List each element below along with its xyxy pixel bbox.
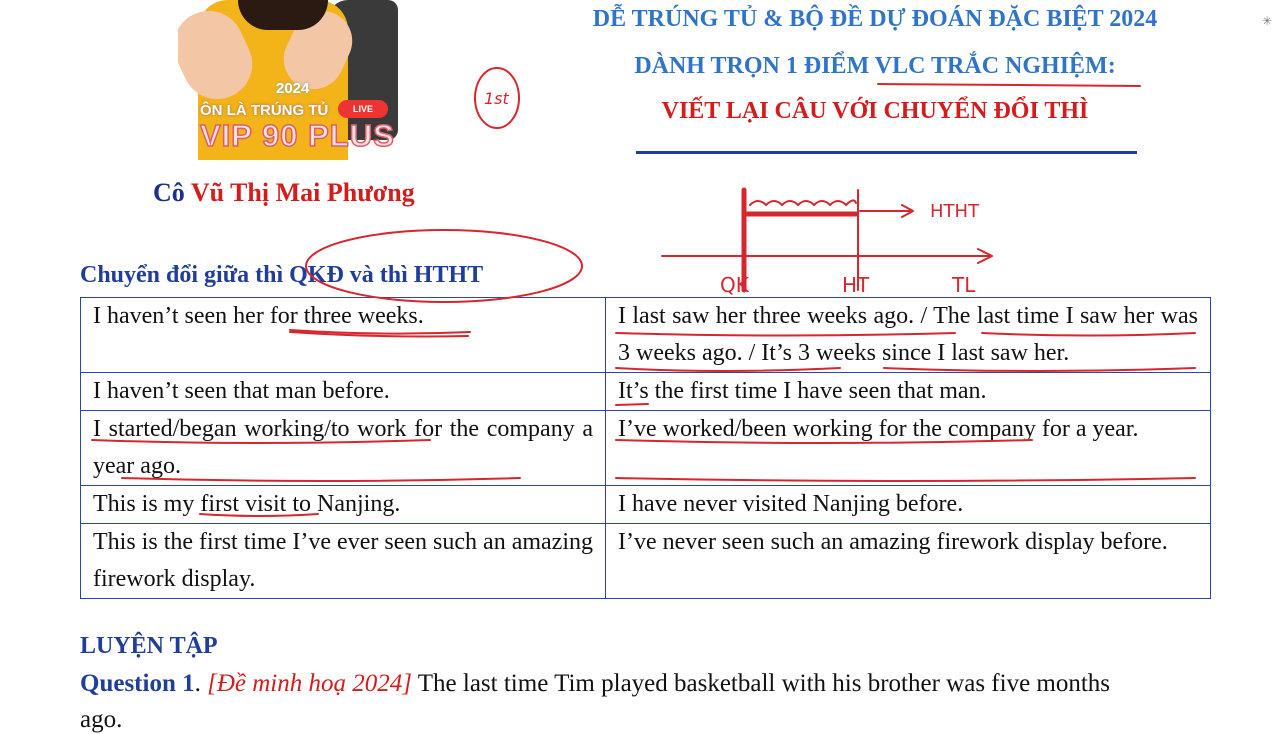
table-cell-left: I started/began working/to work for the company a year ago.: [81, 411, 606, 486]
timeline-label-now: HT: [842, 273, 870, 297]
teacher-prefix: Cô: [153, 178, 185, 207]
table-row: [81, 298, 1211, 373]
promo-slogan: ÔN LÀ TRÚNG TỦ: [200, 102, 329, 119]
timeline-label-htht: HTHT: [930, 201, 980, 222]
table-cell-right: It’s the first time I have seen that man.: [606, 373, 1211, 411]
tense-conversion-table: [80, 297, 1211, 599]
timeline-label-past: QK: [720, 273, 749, 297]
table-cell-left: I haven’t seen her for three weeks.: [81, 298, 606, 373]
timeline-duration-wave: [750, 200, 856, 205]
table-cell-left: This is my first visit to Nanjing.: [81, 486, 606, 524]
teacher-name: Vũ Thị Mai Phương: [190, 178, 415, 207]
timeline-axis: [662, 249, 992, 263]
table-cell-right: I’ve never seen such an amazing firework display before.: [606, 524, 1211, 599]
title-line-2: DÀNH TRỌN 1 ĐIỂM VLC TRẮC NGHIỆM:: [634, 53, 1116, 79]
table-cell-left: I haven’t seen that man before.: [81, 373, 606, 411]
teacher-credit: [153, 178, 415, 208]
question-source: [Đề minh hoạ 2024]: [207, 670, 412, 697]
promo-banner-image: [178, 0, 400, 160]
table-row: [81, 524, 1211, 599]
practice-heading: LUYỆN TẬP: [80, 633, 218, 659]
sparkle-icon: ✳: [1262, 14, 1273, 28]
question-1: [80, 670, 1110, 698]
question-label: Question 1: [80, 670, 195, 697]
table-cell-right: I’ve worked/been working for the company for a year.: [606, 411, 1211, 486]
promo-mic-label: LIVE: [338, 100, 388, 118]
table-row: [81, 411, 1211, 486]
table-cell-right: I last saw her three weeks ago. / The last time I saw her was 3 weeks ago. / It’s 3 weeks since I last saw her.: [606, 298, 1211, 373]
question-continuation: ago.: [80, 706, 123, 733]
table-cell-right: I have never visited Nanjing before.: [606, 486, 1211, 524]
timeline-label-future: TL: [952, 273, 976, 297]
question-text: The last time Tim played basketball with his brother was five months: [411, 670, 1111, 697]
table-row: [81, 373, 1211, 411]
title-divider: [636, 151, 1137, 154]
timeline-arrow: [860, 205, 913, 217]
circle-note-outline: [475, 68, 519, 128]
title-underline: [878, 84, 1140, 86]
question-separator: .: [194, 670, 208, 697]
table-cell-left: This is the first time I’ve ever seen such an amazing firework display.: [81, 524, 606, 599]
circle-note-text: 1st: [484, 89, 509, 108]
table-row: [81, 486, 1211, 524]
promo-badge: VIP 90 PLUS: [200, 118, 395, 153]
promo-year: 2024: [276, 80, 310, 97]
title-line-3: VIẾT LẠI CÂU VỚI CHUYỂN ĐỔI THÌ: [661, 98, 1089, 124]
section-heading: Chuyển đổi giữa thì QKĐ và thì HTHT: [80, 262, 484, 288]
title-line-1: DỄ TRÚNG TỦ & BỘ ĐỀ DỰ ĐOÁN ĐẶC BIỆT 2024: [592, 6, 1158, 32]
